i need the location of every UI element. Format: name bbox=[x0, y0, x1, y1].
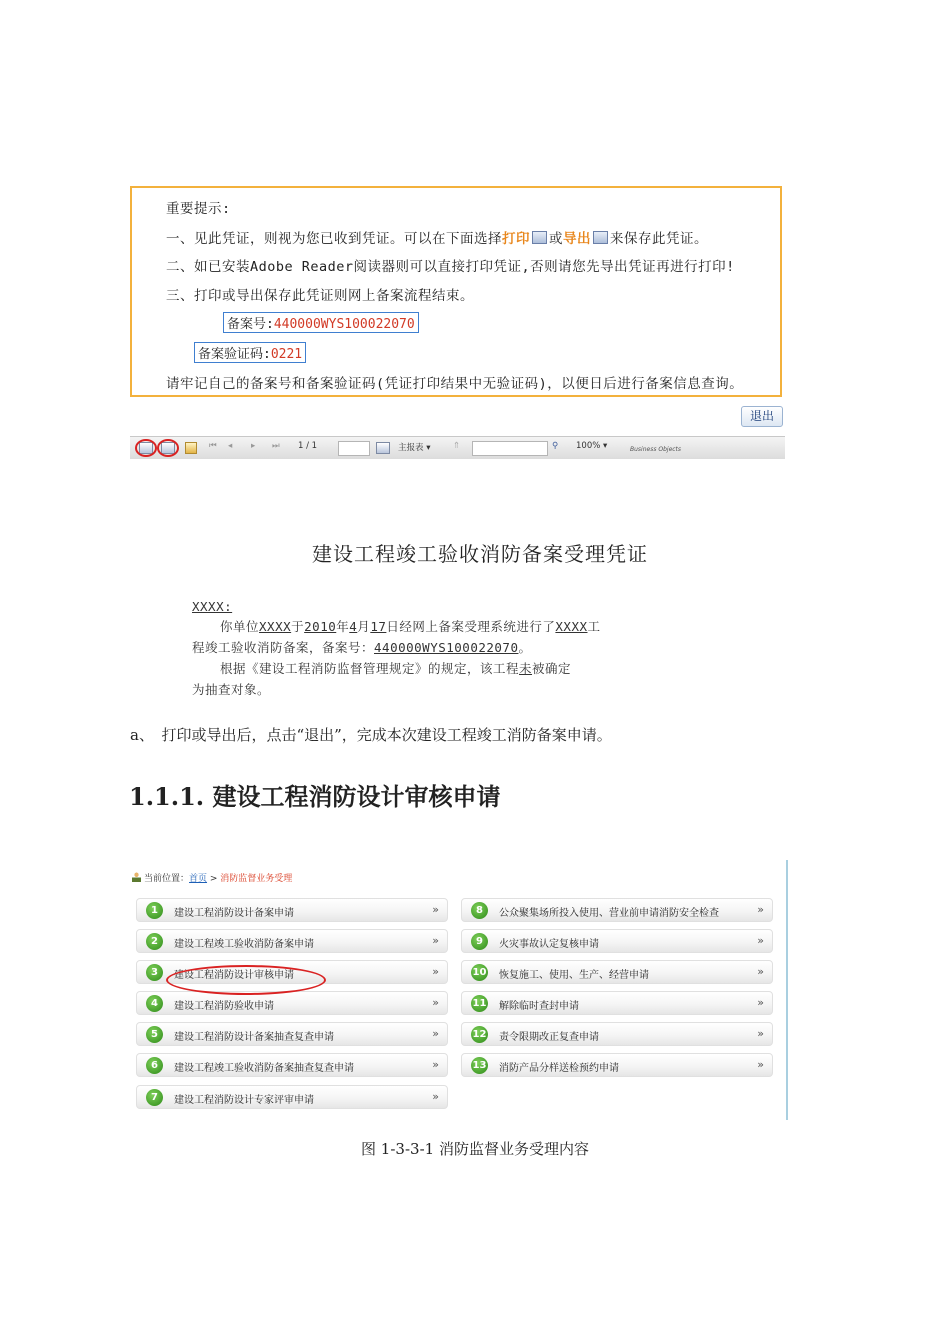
v1h: 17 bbox=[370, 619, 387, 634]
v2a: 程竣工验收消防备案，备案号： bbox=[192, 640, 375, 655]
v2c: 。 bbox=[518, 640, 532, 655]
export-icon bbox=[593, 231, 608, 244]
notice-line-1-or: 或 bbox=[549, 231, 563, 247]
breadcrumb bbox=[132, 871, 292, 884]
panel-divider bbox=[786, 860, 788, 1120]
notice-line-1 bbox=[166, 227, 708, 247]
page-indicator: 1 / 1 bbox=[298, 441, 318, 451]
item-label: 建设工程竣工验收消防备案申请 bbox=[174, 939, 314, 950]
double-chevron-icon: » bbox=[757, 1027, 764, 1040]
prev-page-icon[interactable]: ◂ bbox=[228, 441, 233, 451]
item-number-badge: 5 bbox=[146, 1026, 163, 1043]
voucher-line-4: 为抽查对象。 bbox=[192, 682, 271, 697]
report-select[interactable]: 主报表 ▾ bbox=[398, 443, 431, 453]
breadcrumb-separator: > bbox=[207, 874, 221, 884]
service-panel bbox=[128, 860, 792, 1122]
service-item[interactable] bbox=[461, 1053, 773, 1077]
item-number-badge: 10 bbox=[471, 964, 488, 981]
v1k: 工 bbox=[587, 619, 601, 634]
item-label: 公众聚集场所投入使用、营业前申请消防安全检查 bbox=[499, 908, 719, 919]
highlight-ring bbox=[166, 965, 326, 995]
section-heading: 1.1.1. 建设工程消防设计审核申请 bbox=[129, 782, 501, 811]
exit-button[interactable]: 退出 bbox=[741, 406, 783, 427]
service-item[interactable] bbox=[136, 1022, 448, 1046]
double-chevron-icon: » bbox=[432, 1058, 439, 1071]
next-page-icon[interactable]: ▸ bbox=[251, 441, 256, 451]
item-number-badge: 11 bbox=[471, 995, 488, 1012]
item-label: 恢复施工、使用、生产、经营申请 bbox=[499, 970, 649, 981]
service-item[interactable] bbox=[461, 960, 773, 984]
item-label: 建设工程竣工验收消防备案抽查复查申请 bbox=[174, 1063, 354, 1074]
double-chevron-icon: » bbox=[432, 965, 439, 978]
item-label: 建设工程消防设计审核申请 bbox=[174, 970, 294, 981]
v1g: 月 bbox=[357, 619, 371, 634]
service-item[interactable] bbox=[461, 929, 773, 953]
service-item[interactable] bbox=[461, 898, 773, 922]
v3b: 未 bbox=[519, 661, 533, 676]
v3a: 根据《建设工程消防监督管理规定》的规定，该工程 bbox=[220, 661, 520, 676]
service-item[interactable] bbox=[136, 1085, 448, 1109]
business-objects-logo: Business Objects bbox=[630, 446, 682, 453]
item-number-badge: 6 bbox=[146, 1057, 163, 1074]
notice-line-1-end: 来保存此凭证。 bbox=[610, 231, 708, 247]
v1b: XXXX bbox=[259, 619, 292, 634]
item-label: 解除临时查封申请 bbox=[499, 1001, 579, 1012]
item-number-badge: 8 bbox=[471, 902, 488, 919]
verify-code-label: 备案验证码: bbox=[198, 347, 271, 362]
notice-title: 重要提示: bbox=[166, 201, 231, 217]
page-input[interactable] bbox=[338, 441, 370, 456]
notice-footer: 请牢记自己的备案号和备案验证码(凭证打印结果中无验证码)，以便日后进行备案信息查询。 bbox=[166, 376, 744, 392]
service-item[interactable] bbox=[461, 1022, 773, 1046]
zoom-value: 100% bbox=[576, 441, 601, 451]
v2b: 440000WYS100022070 bbox=[374, 640, 519, 655]
record-number-label: 备案号: bbox=[227, 317, 274, 332]
notice-line-2: 二、如已安装Adobe Reader阅读器则可以直接打印凭证,否则请您先导出凭证再进行打印! bbox=[166, 259, 735, 275]
figure-caption: 图 1-3-3-1 消防监督业务受理内容 bbox=[361, 1140, 589, 1158]
item-label: 责令限期改正复查申请 bbox=[499, 1032, 599, 1043]
item-number-badge: 4 bbox=[146, 995, 163, 1012]
last-page-icon[interactable]: ⏭ bbox=[272, 441, 280, 451]
double-chevron-icon: » bbox=[757, 965, 764, 978]
notice-line-3: 三、打印或导出保存此凭证则网上备案流程结束。 bbox=[166, 288, 474, 304]
tree-icon[interactable] bbox=[185, 442, 197, 454]
instruction-text: a、 打印或导出后，点击“退出”，完成本次建设工程竣工消防备案申请。 bbox=[130, 726, 612, 744]
v1a: 你单位 bbox=[220, 619, 260, 634]
voucher-line-3 bbox=[220, 659, 571, 677]
print-highlight-ring bbox=[157, 439, 179, 457]
voucher-title: 建设工程竣工验收消防备案受理凭证 bbox=[312, 542, 648, 566]
v1e: 年 bbox=[336, 619, 350, 634]
report-toolbar bbox=[130, 436, 785, 459]
item-label: 火灾事故认定复核申请 bbox=[499, 939, 599, 950]
v1i: 日经网上备案受理系统进行了 bbox=[386, 619, 556, 634]
v3c: 被确定 bbox=[532, 661, 572, 676]
binoculars-icon[interactable]: ⚲ bbox=[552, 441, 559, 451]
item-number-badge: 12 bbox=[471, 1026, 488, 1043]
v1d: 2010 bbox=[304, 619, 337, 634]
v1j: XXXX bbox=[555, 619, 588, 634]
item-number-badge: 1 bbox=[146, 902, 163, 919]
v1c: 于 bbox=[291, 619, 305, 634]
service-item[interactable] bbox=[136, 991, 448, 1015]
double-chevron-icon: » bbox=[432, 1090, 439, 1103]
up-icon[interactable]: ⇑ bbox=[453, 441, 461, 451]
item-label: 建设工程消防验收申请 bbox=[174, 1001, 274, 1012]
double-chevron-icon: » bbox=[432, 934, 439, 947]
service-item[interactable] bbox=[461, 991, 773, 1015]
go-page-icon[interactable] bbox=[376, 442, 390, 454]
double-chevron-icon: » bbox=[432, 1027, 439, 1040]
item-number-badge: 7 bbox=[146, 1089, 163, 1106]
breadcrumb-home-link[interactable]: 首页 bbox=[189, 874, 208, 884]
item-number-badge: 2 bbox=[146, 933, 163, 950]
voucher-addressee: XXXX: bbox=[192, 599, 233, 614]
first-page-icon[interactable]: ⏮ bbox=[209, 441, 217, 451]
breadcrumb-label: 当前位置： bbox=[144, 874, 190, 884]
print-link[interactable]: 打印 bbox=[502, 231, 530, 247]
record-number-box bbox=[223, 312, 419, 333]
item-number-badge: 3 bbox=[146, 964, 163, 981]
report-select-value: 主报表 bbox=[398, 443, 424, 453]
item-label: 消防产品分样送检预约申请 bbox=[499, 1063, 619, 1074]
double-chevron-icon: » bbox=[757, 996, 764, 1009]
voucher-line-1 bbox=[220, 617, 601, 635]
service-item[interactable] bbox=[136, 898, 448, 922]
item-label: 建设工程消防设计备案申请 bbox=[174, 908, 294, 919]
user-icon bbox=[132, 872, 141, 882]
important-notice-box bbox=[130, 186, 782, 397]
double-chevron-icon: » bbox=[432, 996, 439, 1009]
verify-code-value: 0221 bbox=[270, 347, 303, 362]
service-item[interactable] bbox=[136, 1053, 448, 1077]
item-label: 建设工程消防设计备案抽查复查申请 bbox=[174, 1032, 334, 1043]
voucher-line-2 bbox=[192, 638, 532, 656]
search-input[interactable] bbox=[472, 441, 548, 456]
verify-code-box bbox=[194, 342, 306, 363]
double-chevron-icon: » bbox=[757, 1058, 764, 1071]
notice-line-1-text: 一、见此凭证，则视为您已收到凭证。可以在下面选择 bbox=[166, 231, 502, 247]
item-number-badge: 13 bbox=[471, 1057, 488, 1074]
breadcrumb-current: 消防监督业务受理 bbox=[220, 874, 293, 884]
double-chevron-icon: » bbox=[432, 903, 439, 916]
v1f: 4 bbox=[349, 619, 358, 634]
print-icon bbox=[532, 231, 547, 244]
double-chevron-icon: » bbox=[757, 903, 764, 916]
record-number-value: 440000WYS100022070 bbox=[273, 317, 415, 332]
export-link[interactable]: 导出 bbox=[563, 231, 591, 247]
zoom-select[interactable]: 100% ▾ bbox=[576, 441, 608, 451]
service-item[interactable] bbox=[136, 929, 448, 953]
export-highlight-ring bbox=[135, 439, 157, 457]
item-number-badge: 9 bbox=[471, 933, 488, 950]
double-chevron-icon: » bbox=[757, 934, 764, 947]
item-label: 建设工程消防设计专家评审申请 bbox=[174, 1095, 314, 1106]
